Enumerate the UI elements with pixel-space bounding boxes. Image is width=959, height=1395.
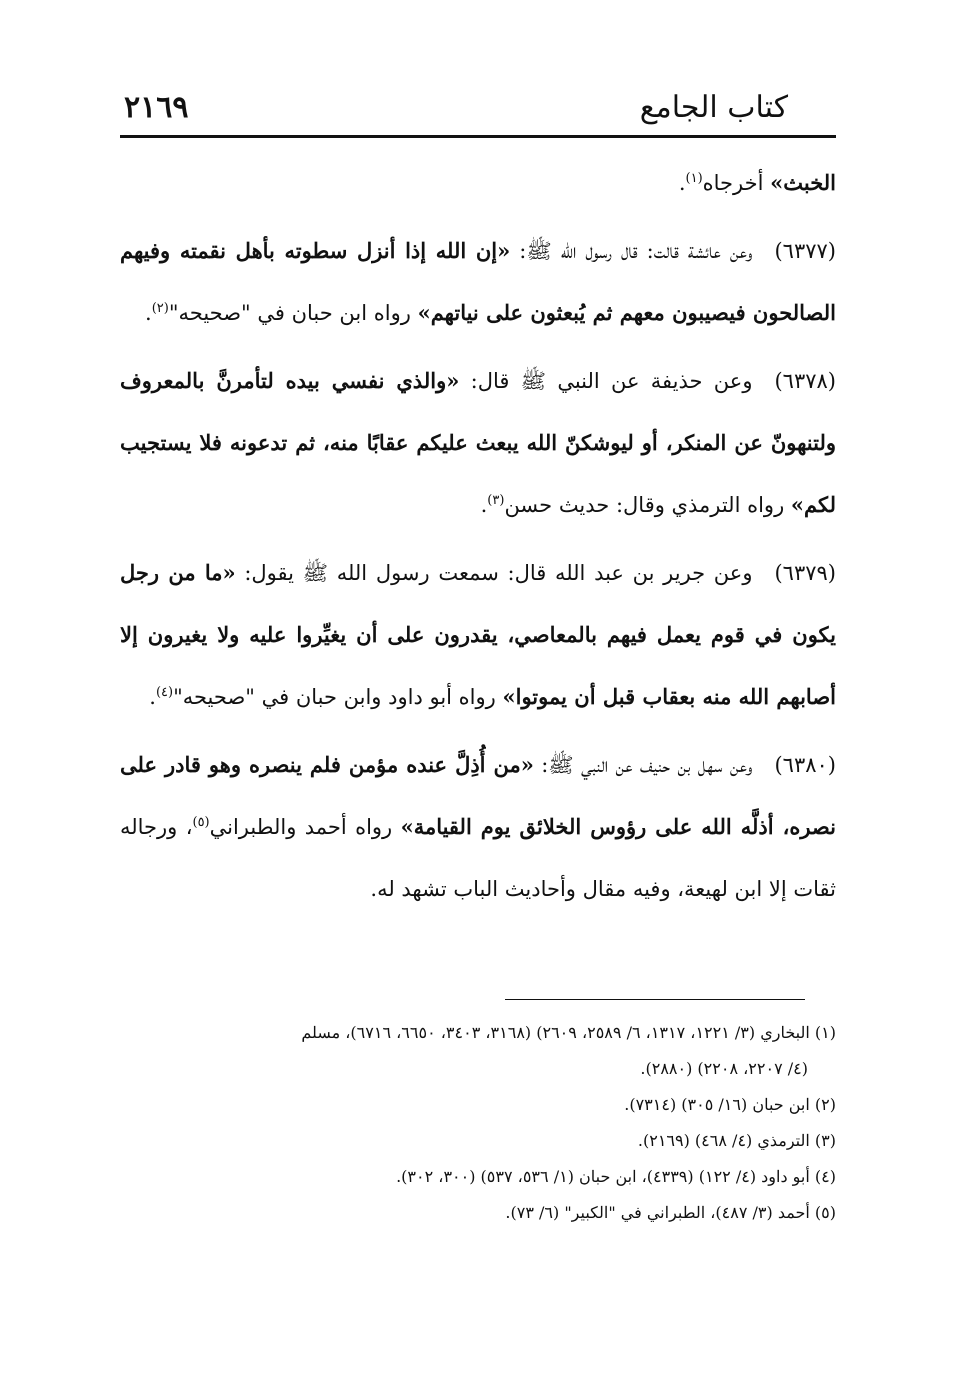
footnotes [120, 1015, 836, 1231]
footnote-ref: (٥) [192, 815, 210, 830]
hadith-number: (٦٣٨٠) [774, 753, 836, 777]
hadith-quote: «إن الله إذا أنزل سطوته بأهل نقمته وفيهم الصالحون فيصيبون معهم ثم يُبعثون على نياتهم» [120, 238, 836, 325]
paragraph-after: رواه الترمذي وقال: حديث حسن [504, 493, 791, 517]
paragraph [120, 220, 836, 344]
footnote-separator [505, 999, 805, 1000]
footnote-ref: (١) [685, 171, 703, 186]
paragraph-before: وعن حذيفة عن النبي ﷺ قال: [459, 369, 753, 393]
footnote-continuation: (٤/ ٢٢٠٧، ٢٢٠٨) (٢٨٨٠). [640, 1059, 808, 1078]
hadith-number: (٦٣٧٨) [774, 369, 836, 393]
paragraph-after: رواه أبو داود وابن حبان في "صحيحه" [173, 685, 503, 709]
paragraph-end: . [145, 301, 152, 325]
hadith-quote: «ما من رجل يكون في قوم يعمل فيهم بالمعاصي، يقدرون على أن يغيِّروا عليه ولا يغيرون إلا أصابهم الله منه بعقاب قبل أن يموتوا» [120, 560, 836, 709]
paragraph-end: ، ورجاله ثقات إلا ابن لهيعة، وفيه مقال وأحاديث الباب تشهد له. [120, 815, 836, 901]
hadith-number: (٦٣٧٩) [774, 561, 836, 585]
paragraph-end: . [678, 171, 686, 195]
book-title: كتاب الجامع [639, 90, 788, 125]
page-number: ٢١٦٩ [124, 90, 189, 125]
paragraph [120, 350, 836, 536]
paragraph-before: وعن جرير بن عبد الله قال: سمعت رسول الله ﷺ يقول: [235, 561, 753, 585]
paragraph-after: رواه أحمد والطبراني [209, 815, 401, 839]
footnote-ref: (٣) [487, 493, 505, 508]
paragraph [120, 152, 836, 214]
hadith-quote: الخبث» [770, 170, 836, 195]
hadith-quote: «والذي نفسي بيده لتأمرنَّ بالمعروف ولتنهونّ عن المنكر، أو ليوشكنّ الله يبعث عليكم عقابًا منه، ثم تدعونه فلا يستجيب لكم» [120, 368, 836, 517]
paragraph-end: . [480, 493, 488, 517]
footnote-ref: (٢) [151, 301, 169, 316]
paragraph-before: وعن عائشة قالت: قال رسول الله ﷺ: [510, 239, 753, 263]
hadith-number: (٦٣٧٧) [774, 239, 836, 263]
footnote-ref: (٤) [155, 685, 174, 700]
paragraph-after: رواه ابن حبان في "صحيحه" [168, 301, 418, 325]
paragraph [120, 542, 836, 728]
footnote: (٤) أبو داود (٤/ ١٢٢) (٤٣٣٩)، ابن حبان (١/ ٥٣٦، ٥٣٧) (٣٠٠، ٣٠٢). [396, 1167, 836, 1186]
paragraph-after: أخرجاه [702, 171, 771, 195]
hadith-quote: «من أُذِلَّ عنده مؤمن فلم ينصره وهو قادر على نصره، أذلَّه الله على رؤوس الخلائق يوم القيامة» [120, 752, 836, 839]
footnote: (٥) أحمد (٣/ ٤٨٧)، الطبراني في "الكبير" (٦/ ٧٣). [505, 1203, 836, 1222]
footnote: (٣) الترمذي (٤/ ٤٦٨) (٢١٦٩). [637, 1131, 836, 1150]
body-text [120, 152, 836, 926]
footnote: (١) البخاري (٣/ ١٢٢١، ١٣١٧، ٦/ ٢٥٨٩، ٢٦٠٩) (٣١٦٨، ٣٤٠٣، ٦٦٥٠، ٦٧١٦)، مسلم [301, 1023, 836, 1042]
paragraph-end: . [149, 685, 156, 709]
page-header [120, 88, 836, 136]
paragraph-before: وعن سهل بن حنيف عن النبي ﷺ: [533, 753, 753, 777]
paragraph [120, 734, 836, 920]
footnote: (٢) ابن حبان (١٦/ ٣٠٥) (٧٣١٤). [624, 1095, 836, 1114]
header-rule [120, 135, 836, 138]
